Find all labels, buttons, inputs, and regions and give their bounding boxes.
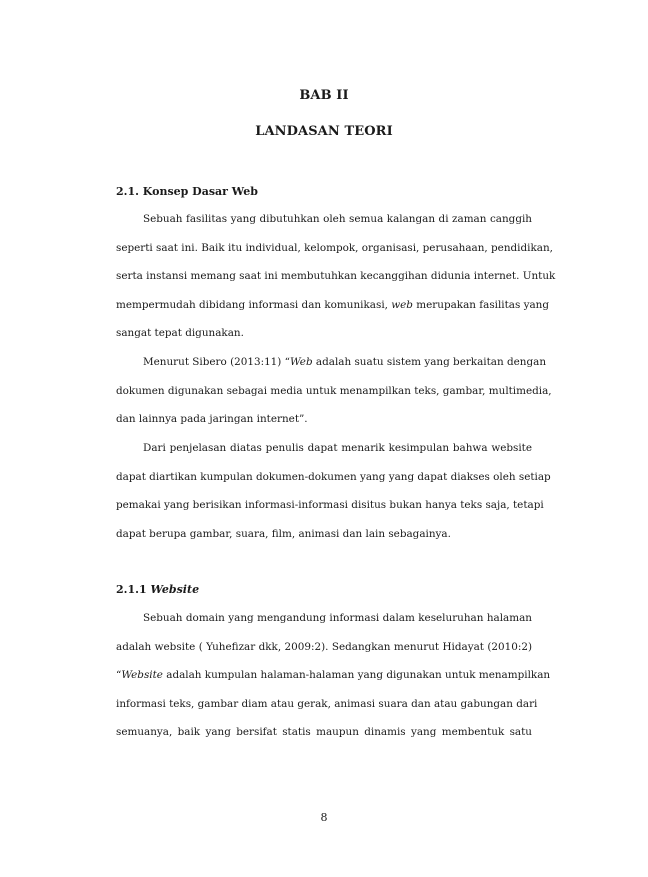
paragraph-1 xyxy=(116,205,556,348)
text-run: adalah kumpulan halaman-halaman yang digunakan untuk menampilkan xyxy=(166,669,551,682)
page-number: 8 xyxy=(320,811,328,824)
italic-term: Web xyxy=(289,356,313,368)
paragraph-line xyxy=(116,661,551,690)
paragraph-2 xyxy=(116,348,552,434)
chapter-label: BAB II xyxy=(299,88,349,103)
text-run: adalah suatu sistem yang berkaitan dengan xyxy=(315,356,547,368)
paragraph-line: dokumen digunakan sebagai media untuk menampilkan teks, gambar, multimedia, xyxy=(116,384,552,397)
paragraph-4 xyxy=(116,604,551,747)
paragraph-line: dapat berupa gambar, suara, film, animasi dan lain sebagainya. xyxy=(116,527,451,540)
paragraph-line xyxy=(116,348,547,377)
italic-term: web xyxy=(391,298,413,311)
paragraph-line: serta instansi memang saat ini membutuhkan kecanggihan didunia internet. Untuk xyxy=(116,270,556,283)
paragraph-line: sangat tepat digunakan. xyxy=(116,327,244,340)
paragraph-line xyxy=(116,291,550,320)
section-title: Website xyxy=(150,583,200,596)
paragraph-line: Sebuah fasilitas yang dibutuhkan oleh semua kalangan di zaman canggih xyxy=(143,213,532,225)
section-heading-2-1-1 xyxy=(116,583,199,596)
paragraph-3 xyxy=(116,434,551,548)
paragraph-line: informasi teks, gambar diam atau gerak, animasi suara dan atau gabungan dari xyxy=(116,697,538,710)
text-run: mempermudah dibidang informasi dan komunikasi, xyxy=(116,298,388,311)
paragraph-line: pemakai yang berisikan informasi-informasi disitus bukan hanya teks saja, tetapi xyxy=(116,499,544,512)
paragraph-line: Sebuah domain yang mengandung informasi dalam keseluruhan halaman xyxy=(143,612,532,624)
section-number: 2.1.1 xyxy=(116,583,147,596)
italic-term: Website xyxy=(121,669,163,682)
text-run: Menurut Sibero (2013:11) “ xyxy=(143,356,290,368)
paragraph-line: adalah website ( Yuhefizar dkk, 2009:2). Sedangkan menurut Hidayat (2010:2) xyxy=(116,640,532,653)
paragraph-line: seperti saat ini. Baik itu individual, kelompok, organisasi, perusahaan, pendidikan, xyxy=(116,241,553,254)
chapter-title: LANDASAN TEORI xyxy=(255,124,393,139)
text-run: “ xyxy=(116,669,122,682)
paragraph-line: dapat diartikan kumpulan dokumen-dokumen yang yang dapat diakses oleh setiap xyxy=(116,470,551,483)
paragraph-line: Dari penjelasan diatas penulis dapat menarik kesimpulan bahwa website xyxy=(143,442,532,454)
section-heading-2-1: 2.1. Konsep Dasar Web xyxy=(116,185,258,198)
paragraph-line: semuanya, baik yang bersifat statis maupun dinamis yang membentuk satu xyxy=(116,726,532,739)
text-run: merupakan fasilitas yang xyxy=(416,298,550,311)
paragraph-line: dan lainnya pada jaringan internet”. xyxy=(116,413,308,426)
